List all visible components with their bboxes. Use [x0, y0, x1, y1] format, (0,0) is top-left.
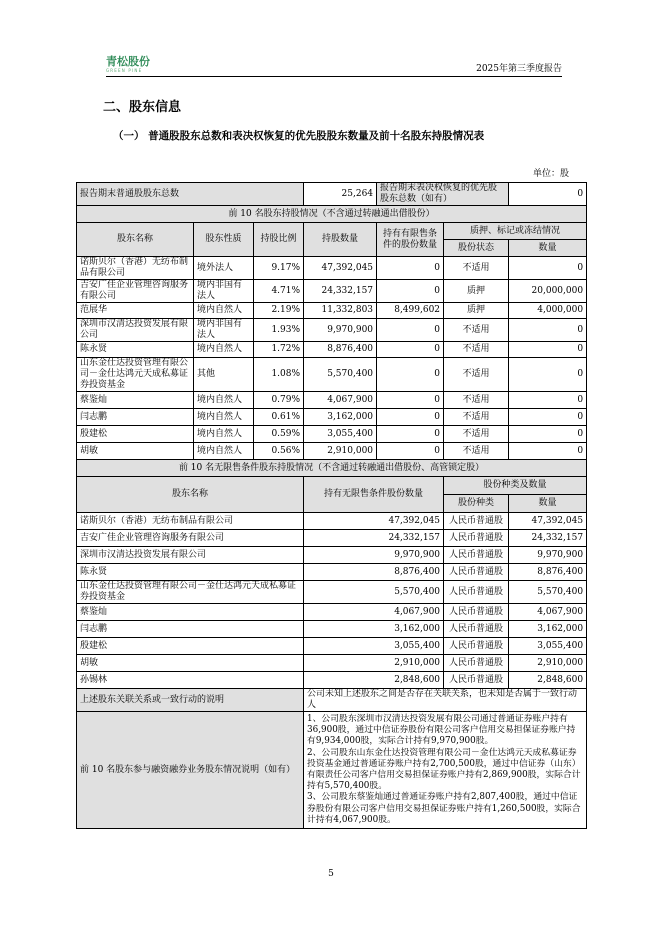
- table-row: [77, 319, 587, 342]
- holder-nature: 境内自然人: [194, 342, 254, 358]
- holder-restricted: 0: [377, 319, 444, 342]
- unr-name: 吉安广佳企业管理咨询服务有限公司: [77, 530, 304, 547]
- holder-ratio: 0.61%: [254, 409, 304, 426]
- unr-qty: 2,848,600: [509, 672, 587, 689]
- holder-status: 不适用: [444, 358, 509, 392]
- unrestricted-header-row: [77, 477, 587, 495]
- table-row: [77, 530, 587, 547]
- holder-name: 殷建松: [77, 426, 194, 443]
- holder-name: 陈永贤: [77, 342, 194, 358]
- unr-type: 人民币普通股: [444, 513, 509, 530]
- holder-nature: 境内自然人: [194, 426, 254, 443]
- holder-qty: 0: [509, 426, 587, 443]
- unr-name: 殷建松: [77, 638, 304, 655]
- common-holders-value: 25,264: [304, 183, 377, 206]
- unr-col-header-group: 股份种类及数量: [444, 477, 587, 495]
- unr-qty: 24,332,157: [509, 530, 587, 547]
- col-header-nature: 股东性质: [194, 223, 254, 257]
- relations-label: 上述股东关联关系或一致行动的说明: [77, 689, 304, 712]
- holder-status: 不适用: [444, 342, 509, 358]
- holder-name: 吉安广佳企业管理咨询服务有限公司: [77, 280, 194, 303]
- holder-ratio: 4.71%: [254, 280, 304, 303]
- unrestricted-title: 前 10 名无限售条件股东持股情况（不含通过转融通出借股份、高管锁定股）: [77, 460, 587, 477]
- unr-col-header-held: 持有无限售条件股份数量: [304, 477, 444, 513]
- unr-type: 人民币普通股: [444, 621, 509, 638]
- holder-qty: 0: [509, 257, 587, 280]
- top10-title-row: [77, 206, 587, 223]
- table-row: [77, 443, 587, 460]
- holder-ratio: 1.08%: [254, 358, 304, 392]
- unr-name: 闫志鹏: [77, 621, 304, 638]
- relations-text: 公司未知上述股东之间是否存在关联关系，也未知是否属于一致行动人: [304, 689, 587, 712]
- holder-shares: 9,970,900: [304, 319, 377, 342]
- relations-row: [77, 689, 587, 712]
- unr-held: 9,970,900: [304, 547, 444, 564]
- report-title: 2025年第三季度报告: [476, 64, 562, 74]
- holder-qty: 0: [509, 392, 587, 409]
- holder-qty: 0: [509, 342, 587, 358]
- holder-nature: 境内自然人: [194, 392, 254, 409]
- holder-shares: 5,570,400: [304, 358, 377, 392]
- holder-ratio: 2.19%: [254, 303, 304, 319]
- holder-restricted: 8,499,602: [377, 303, 444, 319]
- holder-shares: 2,910,000: [304, 443, 377, 460]
- unr-type: 人民币普通股: [444, 655, 509, 672]
- unr-held: 2,910,000: [304, 655, 444, 672]
- table-row: [77, 581, 587, 604]
- col-header-pledge: 质押、标记或冻结情况: [444, 223, 587, 240]
- holder-qty: 4,000,000: [509, 303, 587, 319]
- unr-name: 蔡鉴灿: [77, 604, 304, 621]
- unr-type: 人民币普通股: [444, 564, 509, 581]
- holder-name: 范展华: [77, 303, 194, 319]
- pref-holders-value: 0: [509, 183, 587, 206]
- holder-restricted: 0: [377, 342, 444, 358]
- unr-name: 孙锡林: [77, 672, 304, 689]
- pref-holders-label: 报告期末表决权恢复的优先股股东总数（如有）: [377, 183, 509, 206]
- holder-status: 不适用: [444, 319, 509, 342]
- unr-qty: 3,162,000: [509, 621, 587, 638]
- col-header-qty: 数量: [509, 240, 587, 257]
- margin-note-1: 1、公司股东深圳市汉清达投资发展有限公司通过普通证券账户持有36,900股，通过中信证券股份有限公司客户信用交易担保证券账户持有9,934,000股，实际合计持有9,970,900股。: [307, 714, 576, 747]
- holder-qty: 0: [509, 319, 587, 342]
- unr-type: 人民币普通股: [444, 581, 509, 604]
- table-row: [77, 303, 587, 319]
- holder-qty: 0: [509, 409, 587, 426]
- section-title: 二、股东信息: [103, 100, 182, 115]
- table-row: [77, 604, 587, 621]
- holder-restricted: 0: [377, 392, 444, 409]
- holder-status: 质押: [444, 280, 509, 303]
- unr-col-header-name: 股东名称: [77, 477, 304, 513]
- holder-ratio: 1.72%: [254, 342, 304, 358]
- unr-name: 陈永贤: [77, 564, 304, 581]
- top10-title: 前 10 名股东持股情况（不含通过转融通出借股份）: [77, 206, 587, 223]
- holder-ratio: 9.17%: [254, 257, 304, 280]
- holder-shares: 47,392,045: [304, 257, 377, 280]
- page-number: 5: [328, 869, 334, 879]
- margin-label: 前 10 名股东参与融资融券业务股东情况说明（如有）: [77, 712, 304, 829]
- holder-name: 胡敏: [77, 443, 194, 460]
- holder-nature: 境内非国有法人: [194, 280, 254, 303]
- holder-restricted: 0: [377, 409, 444, 426]
- holder-ratio: 0.59%: [254, 426, 304, 443]
- holder-ratio: 0.79%: [254, 392, 304, 409]
- logo-subtext: GREEN PINE: [106, 68, 143, 73]
- unr-qty: 4,067,900: [509, 604, 587, 621]
- table-row: [77, 672, 587, 689]
- margin-row: [77, 712, 587, 829]
- unr-held: 47,392,045: [304, 513, 444, 530]
- unr-held: 24,332,157: [304, 530, 444, 547]
- holder-restricted: 0: [377, 358, 444, 392]
- holder-shares: 11,332,803: [304, 303, 377, 319]
- holder-shares: 4,067,900: [304, 392, 377, 409]
- company-logo: [106, 56, 166, 74]
- table-row: [77, 638, 587, 655]
- summary-row: [77, 183, 587, 206]
- holder-shares: 3,055,400: [304, 426, 377, 443]
- col-header-restricted: 持有有限售条件的股份数量: [377, 223, 444, 257]
- unr-name: 胡敏: [77, 655, 304, 672]
- top10-header-row: [77, 223, 587, 240]
- holder-nature: 境内自然人: [194, 409, 254, 426]
- holder-name: 诺斯贝尔（香港）无纺布制品有限公司: [77, 257, 194, 280]
- holder-nature: 其他: [194, 358, 254, 392]
- holder-status: 不适用: [444, 392, 509, 409]
- unr-held: 2,848,600: [304, 672, 444, 689]
- holder-qty: 0: [509, 358, 587, 392]
- holder-name: 闫志鹏: [77, 409, 194, 426]
- table-row: [77, 426, 587, 443]
- holder-restricted: 0: [377, 257, 444, 280]
- unr-held: 8,876,400: [304, 564, 444, 581]
- margin-note-3: 3、公司股东蔡鉴灿通过普通证券账户持有2,807,400股，通过中信证券股份有限公司客户信用交易担保证券账户持有1,260,500股，实际合计持有4,067,900股。: [307, 792, 581, 825]
- table-row: [77, 342, 587, 358]
- holder-restricted: 0: [377, 426, 444, 443]
- table-row: [77, 547, 587, 564]
- holder-status: 不适用: [444, 409, 509, 426]
- unr-name: 诺斯贝尔（香港）无纺布制品有限公司: [77, 513, 304, 530]
- unr-type: 人民币普通股: [444, 638, 509, 655]
- holder-status: 质押: [444, 303, 509, 319]
- unr-qty: 5,570,400: [509, 581, 587, 604]
- holder-shares: 3,162,000: [304, 409, 377, 426]
- holder-status: 不适用: [444, 426, 509, 443]
- unr-qty: 8,876,400: [509, 564, 587, 581]
- unr-col-header-type: 股份种类: [444, 495, 509, 513]
- unr-qty: 47,392,045: [509, 513, 587, 530]
- unr-col-header-qty: 数量: [509, 495, 587, 513]
- holder-ratio: 1.93%: [254, 319, 304, 342]
- holder-nature: 境内自然人: [194, 303, 254, 319]
- holder-nature: 境内非国有法人: [194, 319, 254, 342]
- col-header-status: 股份状态: [444, 240, 509, 257]
- logo-text: 青松股份: [106, 55, 150, 68]
- page-header: [106, 52, 562, 77]
- unit-label: 单位：股: [532, 169, 569, 179]
- table-row: [77, 280, 587, 303]
- unrestricted-title-row: [77, 460, 587, 477]
- table-row: [77, 513, 587, 530]
- table-row: [77, 257, 587, 280]
- col-header-name: 股东名称: [77, 223, 194, 257]
- shareholder-table: [76, 182, 587, 829]
- col-header-ratio: 持股比例: [254, 223, 304, 257]
- holder-nature: 境内自然人: [194, 443, 254, 460]
- holder-name: 深圳市汉清达投资发展有限公司: [77, 319, 194, 342]
- unr-name: 深圳市汉清达投资发展有限公司: [77, 547, 304, 564]
- col-header-shares: 持股数量: [304, 223, 377, 257]
- common-holders-label: 报告期末普通股股东总数: [77, 183, 304, 206]
- holder-shares: 24,332,157: [304, 280, 377, 303]
- holder-status: 不适用: [444, 257, 509, 280]
- unr-name: 山东金仕达投资管理有限公司－金仕达鸿元天成私募证券投资基金: [77, 581, 304, 604]
- holder-qty: 20,000,000: [509, 280, 587, 303]
- unr-held: 4,067,900: [304, 604, 444, 621]
- unr-held: 3,162,000: [304, 621, 444, 638]
- table-row: [77, 409, 587, 426]
- holder-status: 不适用: [444, 443, 509, 460]
- holder-qty: 0: [509, 443, 587, 460]
- subsection-title: （一） 普通股股东总数和表决权恢复的优先股股东数量及前十名股东持股情况表: [113, 130, 485, 142]
- table-row: [77, 358, 587, 392]
- holder-restricted: 0: [377, 280, 444, 303]
- unr-qty: 2,910,000: [509, 655, 587, 672]
- holder-name: 蔡鉴灿: [77, 392, 194, 409]
- unr-qty: 3,055,400: [509, 638, 587, 655]
- holder-name: 山东金仕达投资管理有限公司－金仕达鸿元天成私募证券投资基金: [77, 358, 194, 392]
- holder-shares: 8,876,400: [304, 342, 377, 358]
- unr-type: 人民币普通股: [444, 547, 509, 564]
- table-row: [77, 392, 587, 409]
- table-row: [77, 655, 587, 672]
- table-row: [77, 564, 587, 581]
- margin-note-2: 2、公司股东山东金仕达投资管理有限公司－金仕达鸿元天成私募证券投资基金通过普通证券账户持有2,700,500股，通过中信证券（山东）有限责任公司客户信用交易担保证券账户持有2,869,900股，实际合计持有5,570,400股。: [307, 747, 581, 792]
- table-row: [77, 621, 587, 638]
- unr-type: 人民币普通股: [444, 530, 509, 547]
- unr-qty: 9,970,900: [509, 547, 587, 564]
- unr-type: 人民币普通股: [444, 672, 509, 689]
- margin-notes: [304, 712, 587, 829]
- unr-held: 3,055,400: [304, 638, 444, 655]
- unr-held: 5,570,400: [304, 581, 444, 604]
- holder-nature: 境外法人: [194, 257, 254, 280]
- unr-type: 人民币普通股: [444, 604, 509, 621]
- holder-ratio: 0.56%: [254, 443, 304, 460]
- holder-restricted: 0: [377, 443, 444, 460]
